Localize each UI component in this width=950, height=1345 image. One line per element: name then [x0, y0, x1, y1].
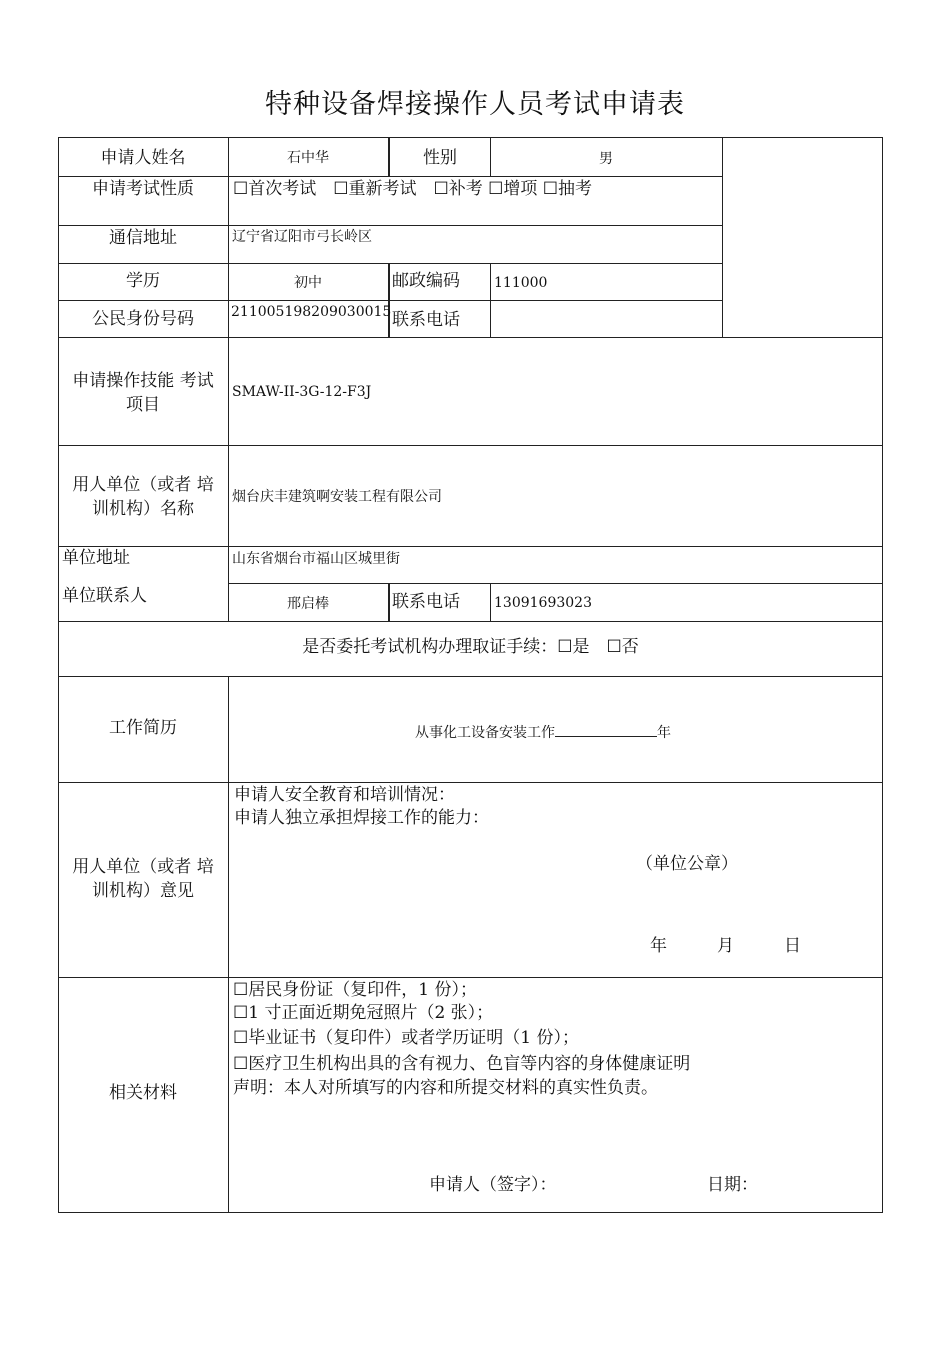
- skill-label-line1: 申请操作技能 考试: [72, 371, 214, 391]
- column-divider: [388, 263, 390, 337]
- signature-date-label: 日期：: [707, 1175, 758, 1195]
- opinion-ability-line: 申请人独立承担焊接工作的能力：: [234, 808, 489, 828]
- material-item[interactable]: ☐1 寸正面近期免冠照片（2 张）；: [233, 1003, 494, 1023]
- application-form-table: [58, 137, 883, 1213]
- row-divider: [58, 337, 883, 338]
- opinion-label: [58, 855, 228, 903]
- row-divider: [58, 977, 883, 978]
- work-history-text: [415, 722, 671, 742]
- opinion-training-line: 申请人安全教育和培训情况：: [234, 785, 455, 805]
- skill-label: [58, 369, 228, 417]
- opinion-day: 日: [784, 936, 801, 956]
- applicant-name-label: 申请人姓名: [100, 148, 186, 168]
- row-divider: [58, 676, 883, 677]
- entrust-question[interactable]: 是否委托考试机构办理取证手续：☐是 ☐否: [302, 637, 639, 657]
- exam-type-label: 申请考试性质: [92, 179, 194, 199]
- declaration-text: 声明：本人对所填写的内容和所提交材料的真实性负责。: [233, 1078, 658, 1098]
- row-divider: [228, 583, 883, 584]
- employer-phone-value[interactable]: 13091693023: [494, 595, 592, 611]
- postcode-label: 邮政编码: [392, 271, 460, 291]
- employer-name-label-line2: 训机构）名称: [92, 499, 194, 519]
- applicant-name-value[interactable]: 石中华: [287, 150, 329, 166]
- column-divider: [228, 676, 229, 1213]
- unit-seal: （单位公章）: [636, 854, 738, 874]
- material-item[interactable]: ☐居民身份证（复印件，1 份）；: [233, 980, 477, 1000]
- row-divider: [58, 782, 883, 783]
- form-title: 特种设备焊接操作人员考试申请表: [265, 89, 685, 120]
- skill-value[interactable]: SMAW-II-3G-12-F3J: [232, 384, 372, 400]
- column-divider: [388, 583, 390, 621]
- material-item[interactable]: ☐毕业证书（复印件）或者学历证明（1 份）；: [233, 1028, 579, 1048]
- id-number-label: 公民身份号码: [92, 309, 194, 329]
- column-divider: [228, 137, 229, 621]
- opinion-year: 年: [650, 936, 667, 956]
- row-divider: [58, 176, 722, 177]
- row-divider: [58, 546, 883, 547]
- address-value[interactable]: 辽宁省辽阳市弓长岭区: [232, 229, 372, 245]
- address-label: 通信地址: [109, 228, 177, 248]
- photo-area-divider: [722, 137, 723, 337]
- row-divider: [58, 621, 883, 622]
- employer-name-label-line1: 用人单位（或者 培: [72, 475, 214, 495]
- employer-name-value[interactable]: 烟台庆丰建筑啊安装工程有限公司: [232, 489, 442, 505]
- column-divider: [490, 583, 491, 621]
- employer-contact-label: 单位联系人: [62, 586, 147, 606]
- column-divider: [490, 263, 491, 337]
- work-history-prefix: 从事化工设备安装工作: [415, 725, 555, 741]
- material-item[interactable]: ☐医疗卫生机构出具的含有视力、色盲等内容的身体健康证明: [233, 1054, 691, 1074]
- work-years-blank[interactable]: [555, 722, 657, 737]
- exam-type-checkboxes[interactable]: ☐首次考试 ☐重新考试 ☐补考 ☐增项 ☐抽考: [233, 179, 593, 199]
- employer-contact-value[interactable]: 邢启棒: [287, 596, 329, 612]
- employer-name-label: [58, 473, 228, 521]
- postcode-value[interactable]: 111000: [494, 275, 548, 291]
- id-number-value[interactable]: 211005198209030015: [231, 304, 392, 320]
- row-divider: [58, 263, 722, 264]
- work-history-label: 工作简历: [109, 718, 177, 738]
- row-divider: [58, 300, 722, 301]
- materials-label: 相关材料: [109, 1083, 177, 1103]
- employer-address-label: 单位地址: [62, 548, 130, 568]
- employer-address-value[interactable]: 山东省烟台市福山区城里街: [232, 551, 400, 567]
- skill-label-line2: 项目: [126, 395, 160, 415]
- applicant-signature-label: 申请人（签字）：: [429, 1175, 557, 1195]
- row-divider: [58, 225, 722, 226]
- gender-label: 性别: [423, 148, 457, 168]
- opinion-label-line1: 用人单位（或者 培: [72, 857, 214, 877]
- opinion-label-line2: 训机构）意见: [92, 881, 194, 901]
- education-label: 学历: [126, 271, 160, 291]
- work-history-suffix: 年: [657, 725, 671, 741]
- employer-phone-label: 联系电话: [392, 592, 460, 612]
- gender-value[interactable]: 男: [599, 151, 613, 167]
- row-divider: [58, 445, 883, 446]
- applicant-phone-label: 联系电话: [392, 310, 460, 330]
- opinion-month: 月: [717, 936, 734, 956]
- education-value[interactable]: 初中: [294, 275, 322, 291]
